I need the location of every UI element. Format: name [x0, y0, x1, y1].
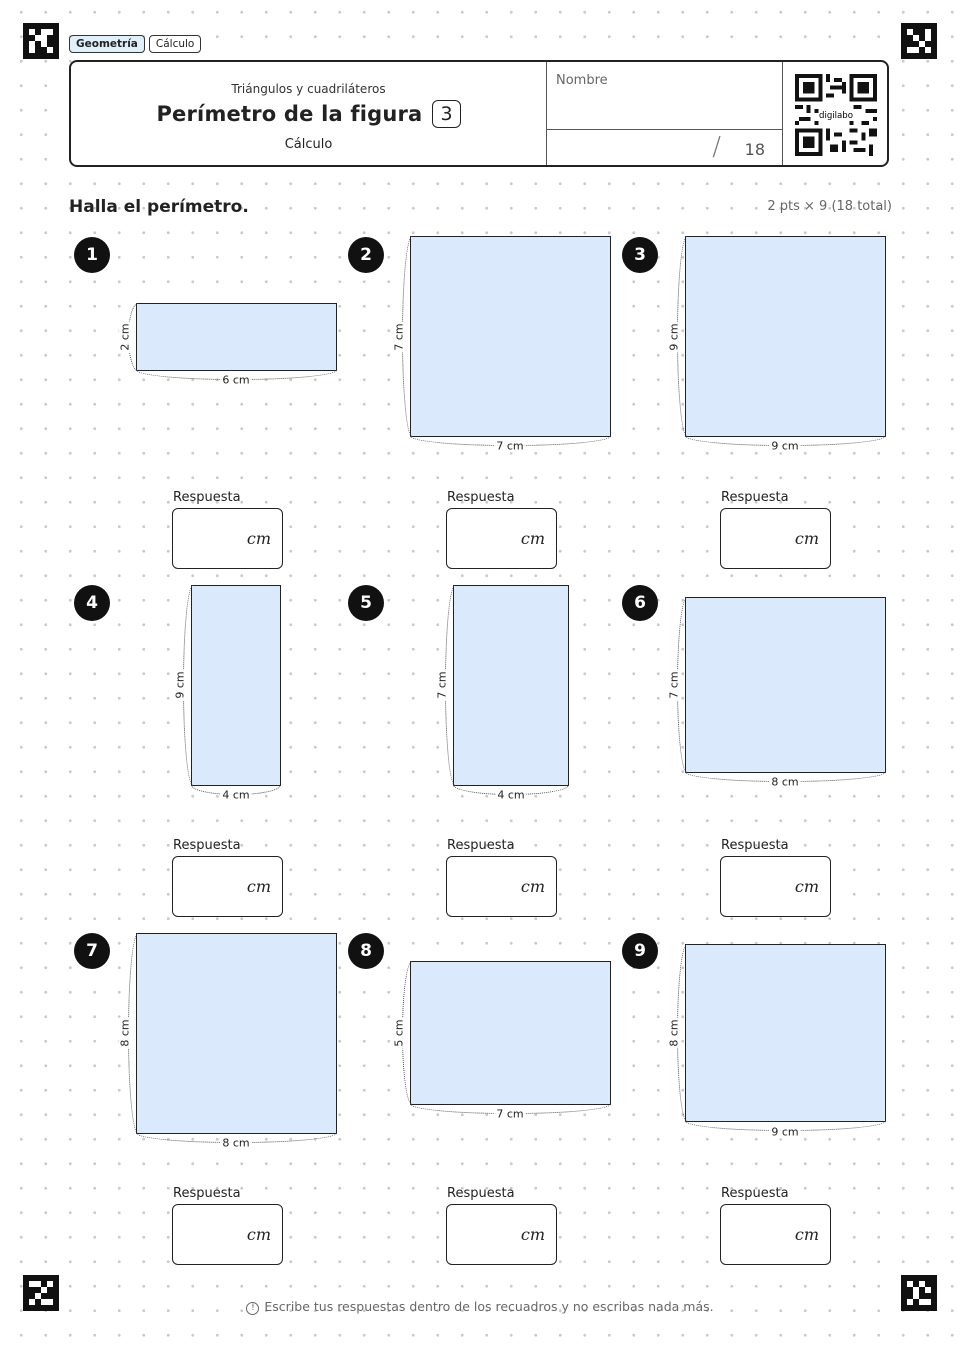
problem-7-number: 7 — [74, 933, 110, 969]
answer-label-2: Respuesta — [447, 490, 515, 505]
answer-unit: cm — [246, 1225, 271, 1244]
problem-3-figure — [685, 236, 886, 437]
problem-9-figure — [685, 944, 886, 1122]
problem-2-height-label: 7 cm — [392, 323, 406, 351]
qr-section — [782, 62, 888, 165]
answer-unit: cm — [520, 1225, 545, 1244]
answer-box-8[interactable] — [446, 1204, 557, 1265]
tag-list — [69, 35, 201, 53]
problem-5-figure — [453, 585, 569, 786]
problem-6-figure — [685, 597, 886, 773]
problem-7-width-label: 8 cm — [222, 1136, 250, 1150]
problem-2-width-label: 7 cm — [496, 439, 524, 453]
answer-box-1[interactable] — [172, 508, 283, 569]
problem-6-width-label: 8 cm — [771, 775, 799, 789]
instruction: Halla el perímetro. — [69, 197, 249, 217]
answer-label-1: Respuesta — [173, 490, 241, 505]
answer-box-9[interactable] — [720, 1204, 831, 1265]
worksheet-header — [69, 60, 889, 167]
tag-calculation: Cálculo — [149, 35, 201, 53]
answer-unit: cm — [520, 877, 545, 896]
tag-geometry: Geometría — [69, 35, 145, 53]
problem-9-width-label: 9 cm — [771, 1125, 799, 1139]
problem-1-width-label: 6 cm — [222, 373, 250, 387]
worksheet-subtitle: Triángulos y cuadriláteros — [231, 82, 386, 96]
answer-label-8: Respuesta — [447, 1186, 515, 1201]
problem-8-number: 8 — [348, 933, 384, 969]
qr-code-icon — [795, 74, 877, 156]
answer-box-7[interactable] — [172, 1204, 283, 1265]
worksheet-category: Cálculo — [284, 137, 333, 152]
answer-label-5: Respuesta — [447, 838, 515, 853]
answer-label-7: Respuesta — [173, 1186, 241, 1201]
problem-1-figure — [136, 303, 337, 371]
answer-unit: cm — [520, 529, 545, 548]
problem-8-figure — [410, 961, 611, 1105]
corner-marker-top-right — [901, 23, 937, 59]
problem-9-height-label: 8 cm — [667, 1019, 681, 1047]
problem-6-number: 6 — [622, 585, 658, 621]
answer-label-4: Respuesta — [173, 838, 241, 853]
answer-box-6[interactable] — [720, 856, 831, 917]
footer-text: Escribe tus respuestas dentro de los recuadros y no escribas nada más. — [264, 1299, 714, 1314]
answer-unit: cm — [794, 877, 819, 896]
problem-2-number: 2 — [348, 237, 384, 273]
corner-marker-top-left — [23, 23, 59, 59]
qr-label: digilabo — [819, 111, 853, 122]
answer-unit: cm — [246, 877, 271, 896]
problem-7-height-label: 8 cm — [118, 1019, 132, 1047]
problem-3-number: 3 — [622, 237, 658, 273]
answer-box-4[interactable] — [172, 856, 283, 917]
answer-box-2[interactable] — [446, 508, 557, 569]
problem-9-number: 9 — [622, 933, 658, 969]
title-section — [71, 62, 546, 165]
score-total: 18 — [744, 140, 765, 159]
score-slash: / — [712, 132, 721, 162]
points-info: 2 pts × 9 (18 total) — [767, 199, 892, 214]
answer-unit: cm — [246, 529, 271, 548]
name-section — [546, 62, 783, 165]
problem-3-width-label: 9 cm — [771, 439, 799, 453]
problem-8-height-label: 5 cm — [392, 1019, 406, 1047]
problem-4-figure — [191, 585, 281, 786]
answer-box-5[interactable] — [446, 856, 557, 917]
name-divider — [547, 129, 783, 130]
worksheet-title: Perímetro de la figura — [156, 102, 423, 126]
answer-label-9: Respuesta — [721, 1186, 789, 1201]
problem-7-figure — [136, 933, 337, 1134]
problem-8-width-label: 7 cm — [496, 1107, 524, 1121]
problem-5-height-label: 7 cm — [435, 671, 449, 699]
problem-5-width-label: 4 cm — [497, 788, 525, 802]
problem-4-number: 4 — [74, 585, 110, 621]
answer-unit: cm — [794, 529, 819, 548]
answer-box-3[interactable] — [720, 508, 831, 569]
name-label: Nombre — [556, 73, 608, 88]
title-row — [71, 100, 546, 128]
problem-1-height-label: 2 cm — [118, 323, 132, 351]
problem-2-figure — [410, 236, 611, 437]
problem-1-number: 1 — [74, 237, 110, 273]
problem-5-number: 5 — [348, 585, 384, 621]
worksheet-number: 3 — [432, 100, 460, 128]
exclamation-icon: ! — [246, 1302, 259, 1315]
problem-6-height-label: 7 cm — [667, 671, 681, 699]
footer-note — [0, 1299, 960, 1315]
answer-label-6: Respuesta — [721, 838, 789, 853]
problem-3-height-label: 9 cm — [667, 323, 681, 351]
answer-unit: cm — [794, 1225, 819, 1244]
problem-4-width-label: 4 cm — [222, 788, 250, 802]
problem-4-height-label: 9 cm — [173, 671, 187, 699]
answer-label-3: Respuesta — [721, 490, 789, 505]
